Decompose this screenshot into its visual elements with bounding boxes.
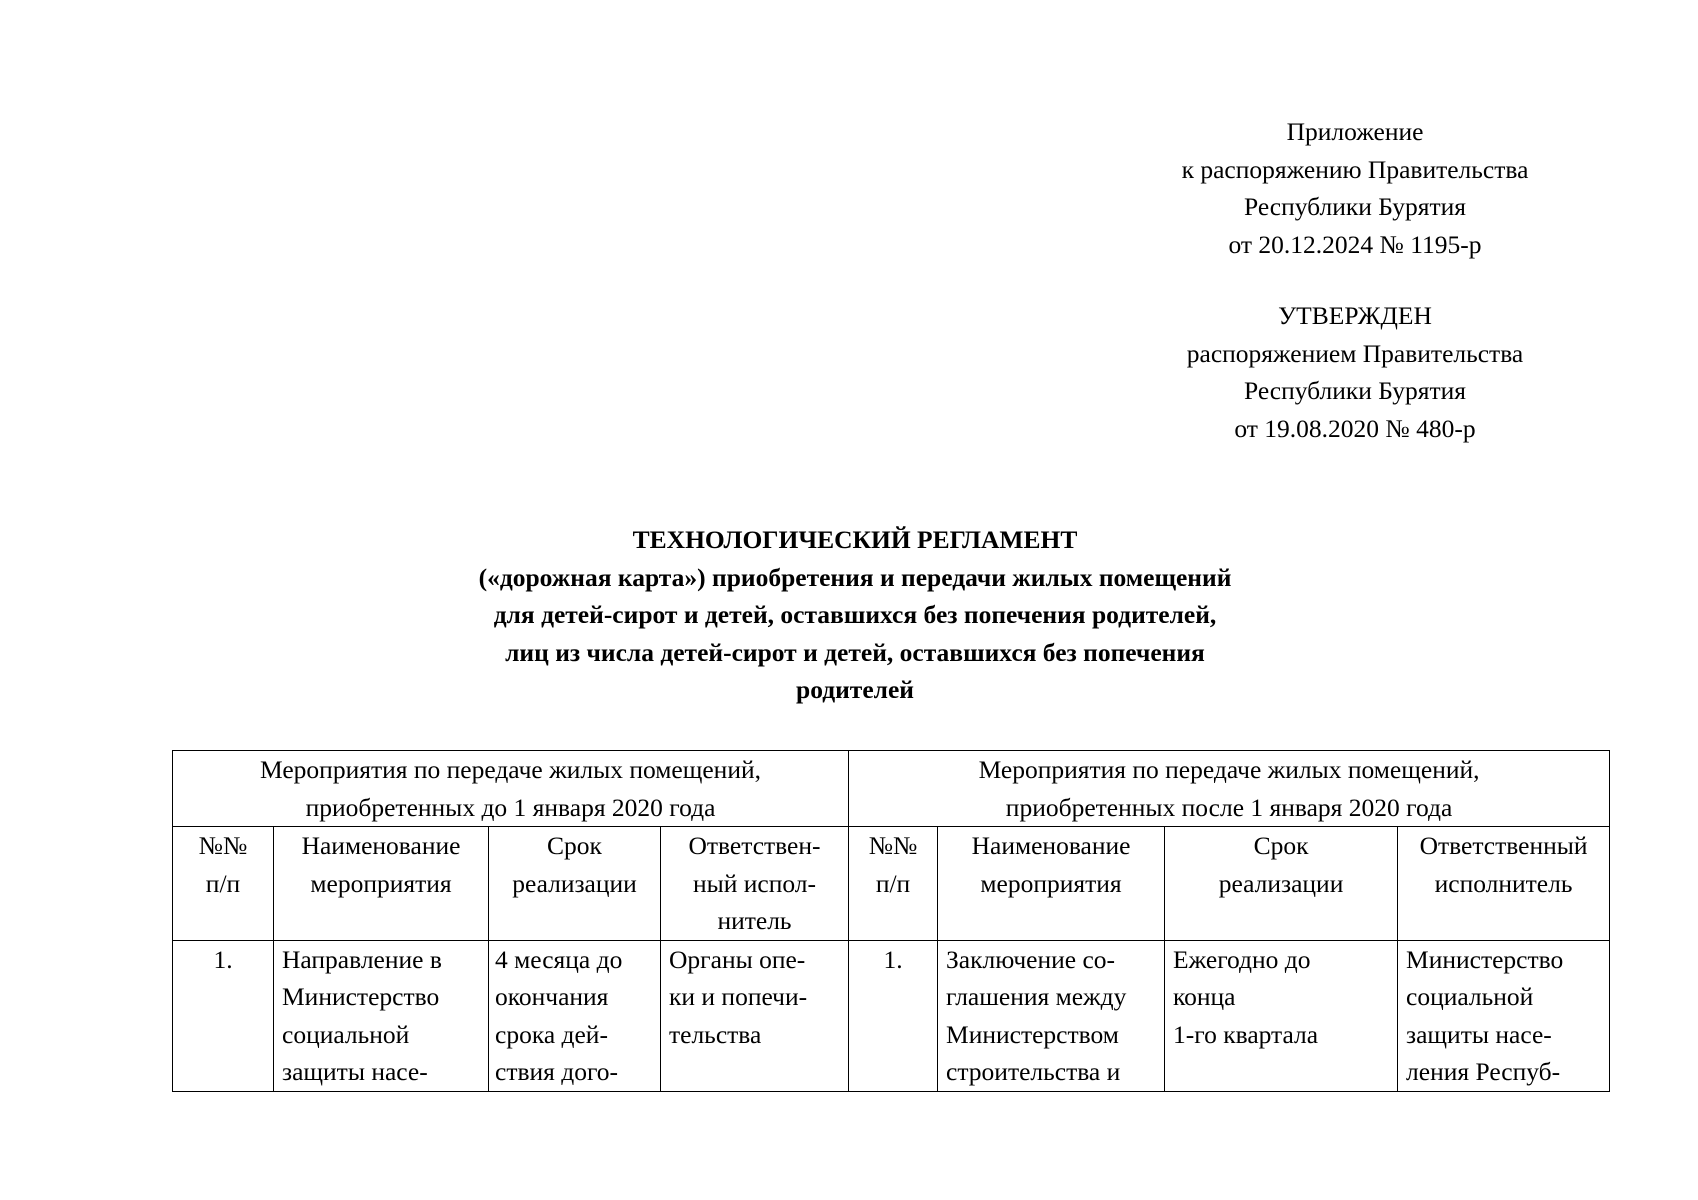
header-line: реализации (512, 868, 637, 898)
title-line: лиц из числа детей-сирот и детей, оставшихся без попечения (505, 637, 1205, 667)
header-line: Срок (1253, 831, 1309, 860)
header-line: мероприятия (980, 868, 1122, 898)
document-title (300, 521, 1410, 709)
cell-line: ствия дого- (495, 1057, 619, 1086)
group-header-line: приобретенных после 1 января 2020 года (1005, 792, 1453, 822)
group-header-line: Мероприятия по передаче жилых помещений, (978, 755, 1480, 784)
header-line: Наименование (301, 831, 461, 860)
cell-line: защиты насе- (1406, 1019, 1552, 1049)
cell-number-left (173, 940, 274, 1091)
header-line: Срок (547, 831, 602, 860)
appendix-line: Приложение (1286, 117, 1424, 146)
cell-line: ки и попечи- (669, 982, 808, 1011)
appendix-line: к распоряжению Правительства (1181, 154, 1529, 184)
header-line: Ответственный (1419, 831, 1588, 860)
column-header-executor-right (1398, 827, 1610, 941)
column-header-number-left (173, 827, 274, 941)
table-row (173, 940, 1610, 1091)
approved-line: УТВЕРЖДЕН (1278, 301, 1432, 330)
cell-line: социальной (1406, 982, 1534, 1011)
cell-line: 4 месяца до (495, 944, 623, 974)
cell-line: 1. (213, 944, 233, 974)
appendix-line: от 20.12.2024 № 1195-р (1228, 229, 1482, 259)
header-line: п/п (875, 868, 911, 898)
cell-line: Заключение со- (946, 944, 1116, 974)
header-line: исполнитель (1434, 868, 1573, 898)
column-header-term-left (489, 827, 661, 941)
title-line: родителей (796, 675, 914, 704)
header-line: п/п (205, 868, 241, 898)
header-line: ный испол- (692, 868, 817, 898)
header-line: Наименование (971, 831, 1131, 860)
header-line: нитель (717, 906, 792, 935)
header-line: мероприятия (310, 868, 452, 898)
cell-term-right (1165, 940, 1398, 1091)
cell-line: 1. (883, 944, 903, 974)
cell-line: строительства и (946, 1057, 1121, 1086)
cell-line: Министерство (282, 982, 440, 1011)
column-header-executor-left (661, 827, 849, 941)
cell-line: конца (1173, 982, 1236, 1011)
header-line: Ответствен- (688, 831, 821, 860)
title-line: («дорожная карта») приобретения и передачи жилых помещений (478, 562, 1232, 592)
cell-line: Направление в (282, 944, 442, 974)
column-header-number-right (849, 827, 938, 941)
header-line: реализации (1218, 868, 1344, 898)
header-line: №№ (868, 831, 918, 860)
group-header-line: Мероприятия по передаче жилых помещений, (260, 755, 761, 784)
cell-line: защиты насе- (282, 1057, 428, 1086)
approved-line: от 19.08.2020 № 480-р (1234, 413, 1476, 443)
cell-line: Ежегодно до (1173, 944, 1311, 974)
approval-stamp-text (1120, 297, 1590, 447)
cell-executor-left (661, 940, 849, 1091)
title-line: ТЕХНОЛОГИЧЕСКИЙ РЕГЛАМЕНТ (632, 525, 1078, 554)
group-header-after-2020 (849, 751, 1610, 827)
cell-number-right (849, 940, 938, 1091)
roadmap-table (172, 750, 1610, 1092)
cell-line: Министерством (946, 1019, 1119, 1049)
appendix-header (1120, 113, 1590, 263)
appendix-line: Республики Бурятия (1243, 192, 1467, 221)
cell-executor-right (1398, 940, 1610, 1091)
cell-line: Министерство (1406, 944, 1564, 974)
approved-line: Республики Бурятия (1243, 376, 1467, 405)
cell-line: тельства (669, 1019, 762, 1049)
column-header-name-left (274, 827, 489, 941)
table-column-header-row (173, 827, 1610, 941)
cell-line: ления Респуб- (1406, 1057, 1561, 1086)
group-header-before-2020 (173, 751, 849, 827)
approved-line: распоряжением Правительства (1186, 338, 1524, 368)
column-header-name-right (938, 827, 1165, 941)
cell-name-left (274, 940, 489, 1091)
cell-name-right (938, 940, 1165, 1091)
table-group-header-row (173, 751, 1610, 827)
cell-line: 1-го квартала (1173, 1019, 1319, 1049)
cell-line: социальной (282, 1019, 410, 1049)
cell-line: окончания (495, 982, 609, 1011)
cell-term-left (489, 940, 661, 1091)
cell-line: Органы опе- (669, 944, 806, 974)
header-line: №№ (198, 831, 248, 860)
cell-line: срока дей- (495, 1019, 608, 1049)
cell-line: глашения между (946, 982, 1127, 1011)
group-header-line: приобретенных до 1 января 2020 года (305, 792, 716, 822)
title-line: для детей-сирот и детей, оставшихся без попечения родителей, (493, 600, 1217, 629)
column-header-term-right (1165, 827, 1398, 941)
